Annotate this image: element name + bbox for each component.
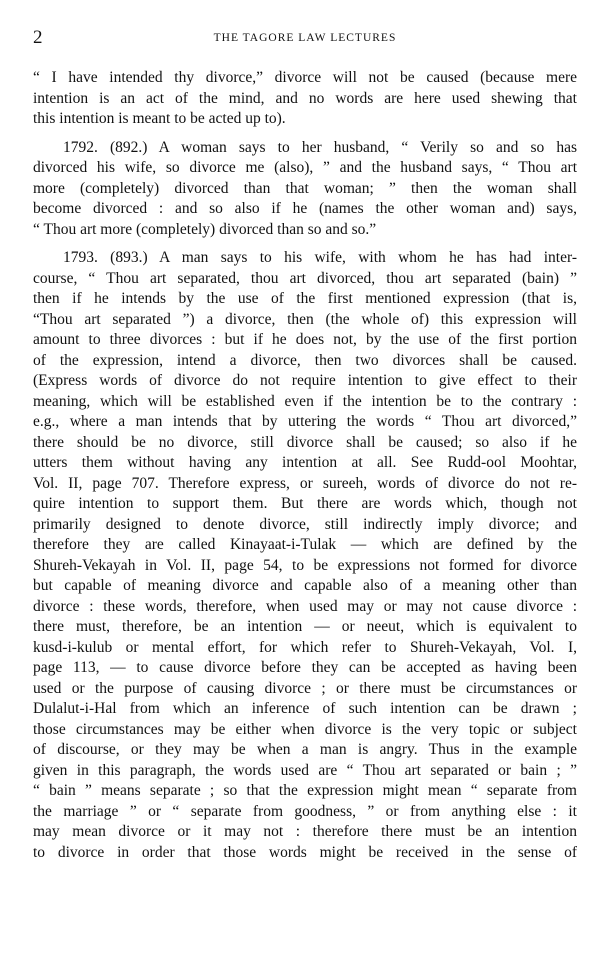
text-line: e.g., where a man intends that by uttering the words “ Thou art divorced,” <box>33 413 577 430</box>
text-line: given in this paragraph, the words used are “ Thou art separated or bain ; ” <box>33 761 577 779</box>
text-line: quire intention to support them. But there are words which, though not <box>33 495 577 512</box>
text-line: kusd-i-kulub or mental effort, for which refer to Shureh-Vekayah, Vol. I, <box>33 638 577 656</box>
page-number: 2 <box>33 27 43 48</box>
text-line: of the expression, intend a divorce, then two divorces shall be caused. <box>33 351 577 369</box>
text-line: used or the purpose of causing divorce ; or there must be circumstances or <box>33 679 577 697</box>
text-line: intention is an act of the mind, and no words are here used shewing that <box>33 89 577 107</box>
text-line: “ bain ” means separate ; so that the expression might mean “ separate from <box>33 782 577 799</box>
text-line: utters them without having any intention at all. See Rudd-ool Moohtar, <box>33 454 577 471</box>
text-line: “ Thou art more (completely) divorced than so and so.” <box>33 220 377 238</box>
page-header <box>33 26 577 50</box>
text-line: divorce : these words, therefore, when used may or may not cause divorce : <box>33 597 577 615</box>
text-line: of discourse, or they may be when a man is angry. Thus in the example <box>33 741 577 758</box>
text-line: Shureh-Vekayah in Vol. II, page 54, to be expressions not formed for divorce <box>33 556 577 574</box>
text-line: Vol. II, page 707. Therefore express, or sureeh, words of divorce do not re- <box>33 474 577 492</box>
text-line: the marriage ” or “ separate from goodness, ” or from anything else : it <box>33 802 577 820</box>
text-line: to divorce in order that those words might be received in the sense of <box>33 843 577 861</box>
text-line: there should be no divorce, still divorce shall be caused; so also if he <box>33 433 577 451</box>
body-text <box>33 68 577 863</box>
text-line: (Express words of divorce do not require intention to give effect to their <box>33 372 577 389</box>
text-line: amount to three divorces : but if he does not, by the use of the first portion <box>33 331 577 348</box>
text-line: primarily designed to denote divorce, still indirectly imply divorce; and <box>33 515 577 533</box>
text-line: page 113, — to cause divorce before they can be accepted as having been <box>33 659 577 676</box>
text-line: but capable of meaning divorce and capable also of a meaning other than <box>33 577 577 594</box>
text-line: therefore they are called Kinayaat-i-Tulak — which are defined by the <box>33 536 577 553</box>
text-line: 1792. (892.) A woman says to her husband, “ Verily so and so has <box>63 138 577 156</box>
text-line: those circumstances may be either when divorce is the very topic or subject <box>33 720 577 738</box>
text-line: may mean divorce or it may not : therefore there must be an intention <box>33 823 577 840</box>
text-line: this intention is meant to be acted up to). <box>33 110 286 127</box>
text-line: divorced his wife, so divorce me (also), ” and the husband says, “ Thou art <box>33 159 577 176</box>
text-line: “ I have intended thy divorce,” divorce will not be caused (because mere <box>33 69 577 86</box>
running-head: THE TAGORE LAW LECTURES <box>213 32 397 44</box>
text-line: meaning, which will be established even if the intention be to the contrary : <box>33 392 577 410</box>
text-line: Dulalut-i-Hal from which an inference of such intention can be drawn ; <box>33 700 577 717</box>
text-line: become divorced : and so also if he (names the other woman and) says, <box>33 200 577 217</box>
text-line: more (completely) divorced than that woman; ” then the woman shall <box>33 179 577 197</box>
text-line: course, “ Thou art separated, thou art divorced, thou art separated (bain) ” <box>33 269 577 287</box>
text-line: then if he intends by the use of the first mentioned expression (that is, <box>33 290 577 307</box>
text-line: 1793. (893.) A man says to his wife, with whom he has had inter- <box>63 249 577 266</box>
text-line: there must, therefore, be an intention — or neeut, which is equivalent to <box>33 618 577 635</box>
text-line: “Thou art separated ”) a divorce, then (the whole of) this expression will <box>33 310 577 328</box>
